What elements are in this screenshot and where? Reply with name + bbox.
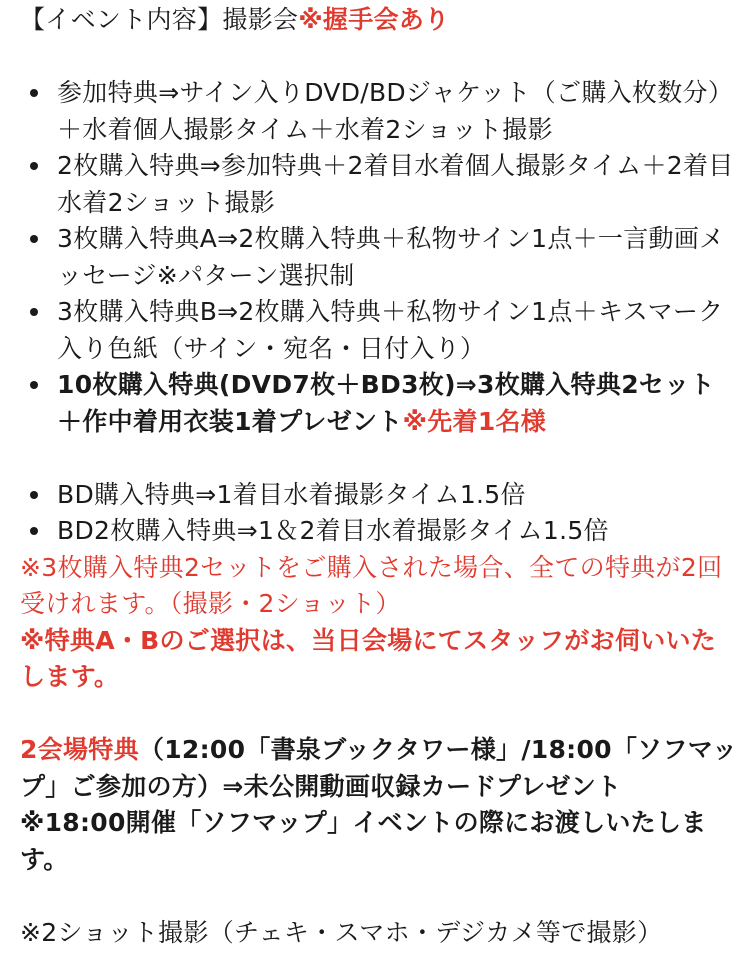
list-item: 3枚購入特典A⇒2枚購入特典＋私物サイン1点＋一言動画メッセージ※パターン選択制 — [57, 221, 740, 294]
list-item: BD2枚購入特典⇒1＆2着目水着撮影タイム1.5倍 — [57, 513, 740, 550]
venue-benefit-label: 2会場特典 — [20, 735, 139, 764]
list-item: 2枚購入特典⇒参加特典＋2着目水着個人撮影タイム＋2着目水着2ショット撮影 — [57, 148, 740, 221]
event-heading — [20, 2, 740, 39]
venue-benefit-text: （12:00「書泉ブックタワー様」/18:00「ソフマップ」ご参加の方）⇒未公開動画収録カードプレゼント — [20, 735, 738, 801]
two-shot-footnote: ※2ショット撮影（チェキ・スマホ・デジカメ等で撮影） — [20, 917, 663, 947]
bd-benefit-list — [20, 477, 740, 550]
event-details-document — [0, 2, 750, 960]
handshake-highlight: ※握手会あり — [298, 5, 450, 34]
list-item: BD購入特典⇒1着目水着撮影タイム1.5倍 — [57, 477, 740, 514]
list-item: 3枚購入特典B⇒2枚購入特典＋私物サイン1点＋キスマーク入り色紙（サイン・宛名・日付入り） — [57, 294, 740, 367]
spacer — [20, 878, 740, 915]
event-heading-label: 【イベント内容】撮影会 — [20, 5, 299, 34]
spacer — [20, 696, 740, 733]
selection-note: ※特典A・Bのご選択は、当日会場にてスタッフがお伺いいたします。 — [20, 625, 717, 691]
spacer — [20, 440, 740, 477]
list-item: 参加特典⇒サイン入りDVD/BDジャケット（ご購入枚数分）＋水着個人撮影タイム＋水着2ショット撮影 — [57, 75, 740, 148]
benefit-list — [20, 75, 740, 440]
premium-benefit-text: 10枚購入特典(DVD7枚＋BD3枚)⇒3枚購入特典2セット＋作中着用衣装1着プレゼント — [57, 370, 715, 436]
spacer — [20, 39, 740, 76]
venue-benefit — [20, 732, 740, 805]
set-purchase-note: ※3枚購入特典2セットをご購入された場合、全ての特典が2回受けれます。（撮影・2ショット） — [20, 552, 723, 618]
premium-benefit-highlight: ※先着1名様 — [402, 406, 547, 436]
venue-benefit-note: ※18:00開催「ソフマップ」イベントの際にお渡しいたします。 — [20, 808, 707, 874]
premium-benefit-item — [57, 367, 740, 440]
